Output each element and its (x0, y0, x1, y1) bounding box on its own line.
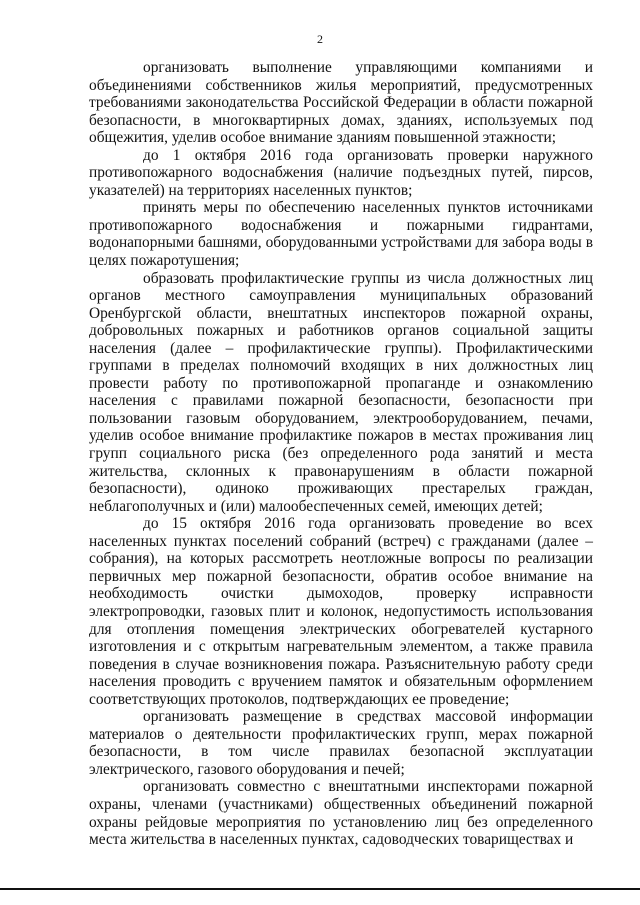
paragraph-water-supply-check: до 1 октября 2016 года организовать проверки наружного противопожарного водоснабжения (наличие подъездных путей, пирсов, указателей) на территориях населенных пунктов; (89, 146, 593, 199)
paragraph-prevention-groups: образовать профилактические группы из числа должностных лиц органов местного самоуправления муниципальных образований Оренбургской области, внештатных инспекторов пожарной охраны, добровольных пожарных и работников органов социальной защиты населения (далее – профилактические группы). Профилактическими группами в пределах полномочий входящих в них должностных лиц провести работу по противопожарной пропаганде и ознакомлению населения с правилами пожарной безопасности, безопасности при пользовании газовым оборудованием, электрооборудованием, печами, уделив особое внимание профилактике пожаров в местах проживания лиц групп социального риска (без определенного рода занятий и места жительства, склонных к правонарушениям в области пожарной безопасности), одиноко проживающих престарелых граждан, неблагополучных и (или) малообеспеченных семей, имеющих детей; (89, 269, 593, 515)
paragraph-meetings: до 15 октября 2016 года организовать проведение во всех населенных пунктах поселений собраний (встреч) с гражданами (далее – собрания), на которых рассмотреть неотложные вопросы по реализации первичных мер пожарной безопасности, обратив особое внимание на необходимость очистки дымоходов, проверку исправности электропроводки, газовых плит и колонок, недопустимость использования для отопления помещения электрических обогревателей кустарного изготовления и с открытым нагревательным элементом, а также правила поведения в случае возникновения пожара. Разъяснительную работу среди населения проводить с вручением памяток и обязательным оформлением соответствующих протоколов, подтверждающих ее проведение; (89, 515, 593, 708)
paragraph-management-companies: организовать выполнение управляющими компаниями и объединениями собственников жилья мероприятий, предусмотренных требованиями законодательства Российской Федерации в области пожарной безопасности, в многоквартирных домах, зданиях, используемых под общежития, уделив особое внимание зданиям повышенной этажности; (89, 59, 593, 147)
paragraph-water-sources: принять меры по обеспечению населенных пунктов источниками противопожарного водоснабжения и пожарными гидрантами, водонапорными башнями, оборудованными устройствами для забора воды в целях пожаротушения; (89, 199, 593, 270)
page-bottom-rule (0, 888, 640, 890)
paragraph-media: организовать размещение в средствах массовой информации материалов о деятельности профилактических групп, мерах пожарной безопасности, в том числе правилах безопасной эксплуатации электрического, газового оборудования и печей; (89, 708, 593, 778)
document-body (89, 59, 593, 849)
page-number: 2 (317, 32, 323, 46)
paragraph-raids: организовать совместно с внештатными инспекторами пожарной охраны, членами (участниками) общественных объединений пожарной охраны рейдовые мероприятия по установлению лиц без определенного места жительства в населенных пунктах, садоводческих товариществах и (89, 778, 593, 849)
